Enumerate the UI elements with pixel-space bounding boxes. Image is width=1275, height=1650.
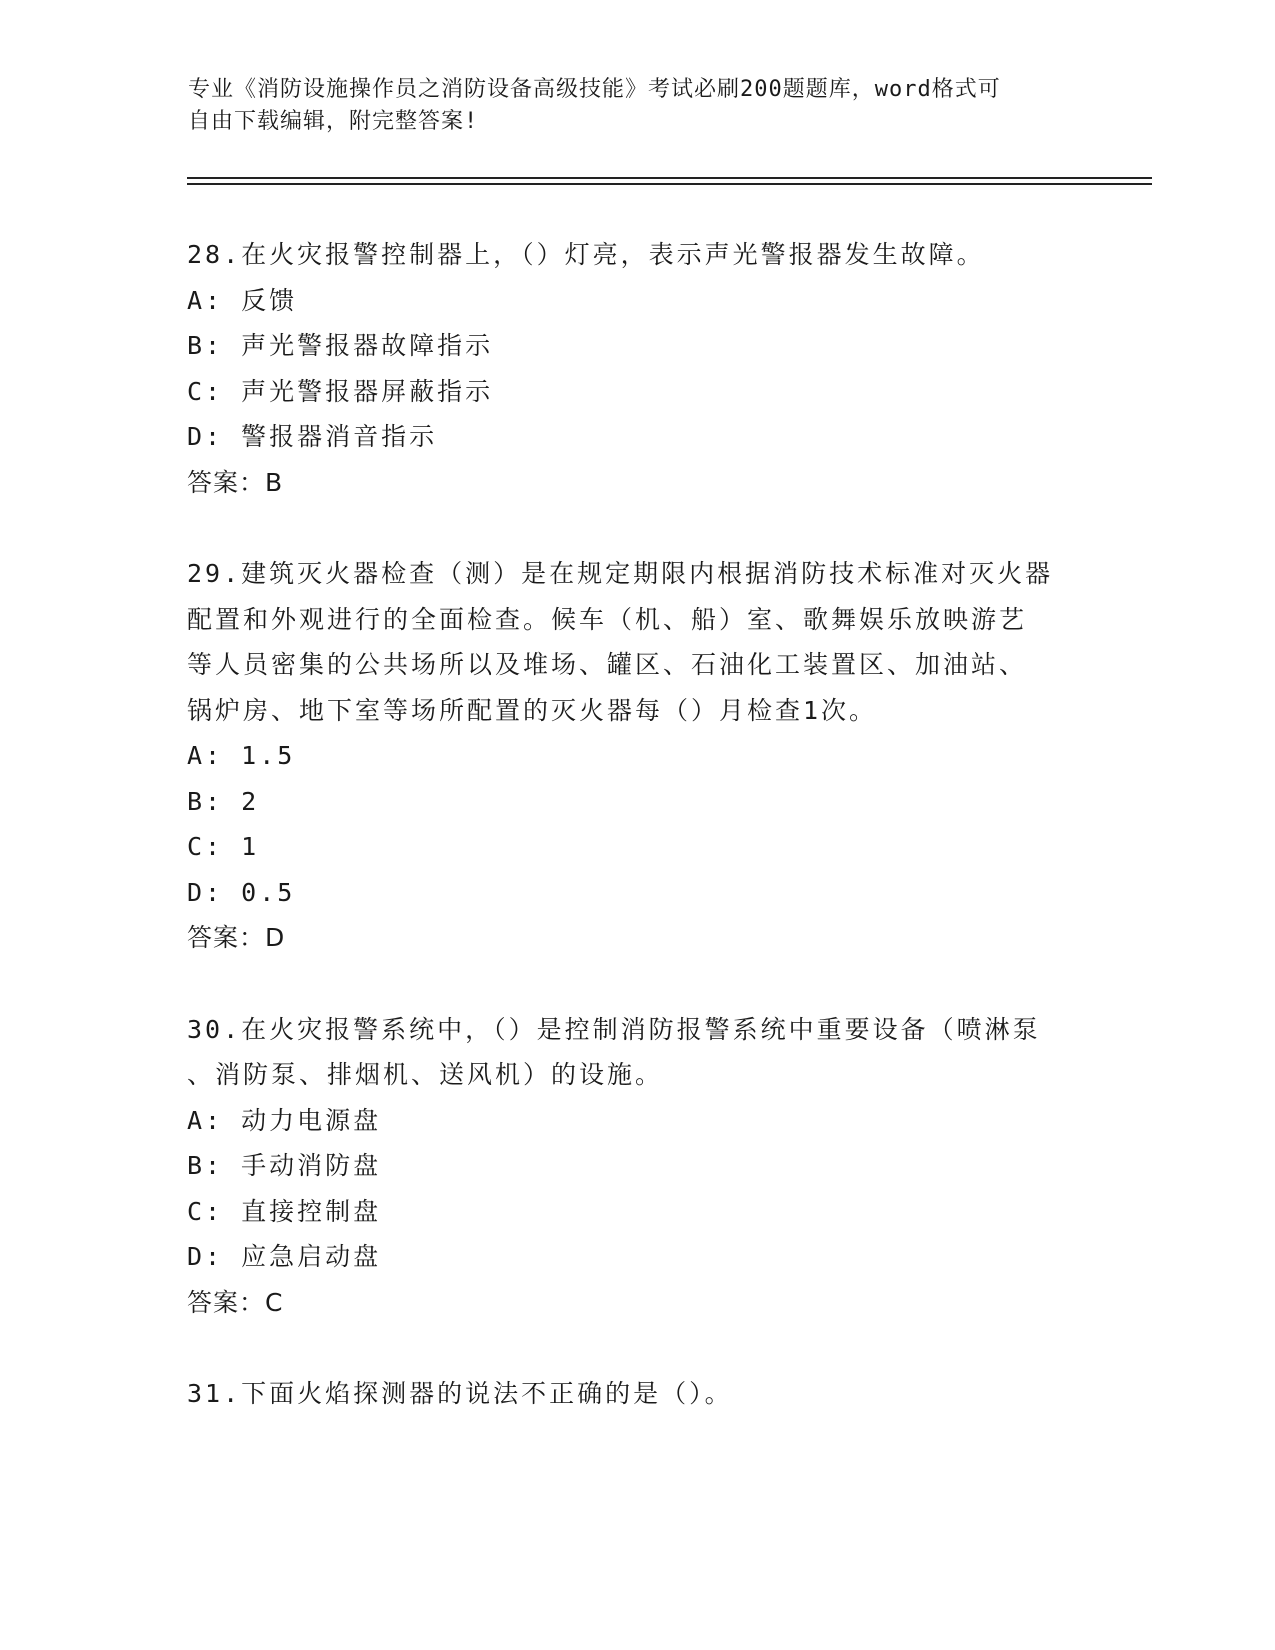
option-a: A: 1.5 [187, 741, 296, 770]
question-text: 29.建筑灭火器检查（测）是在规定期限内根据消防技术标准对灭火器 [187, 559, 1054, 588]
header-line-2: 自由下载编辑，附完整答案! [188, 109, 479, 134]
question-29 [187, 551, 1087, 961]
question-text: 锅炉房、地下室等场所配置的灭火器每（）月检查1次。 [187, 695, 878, 725]
option-c: C: 声光警报器屏蔽指示 [187, 376, 494, 406]
option-d: D: 0.5 [187, 877, 296, 907]
option-b: B: 手动消防盘 [187, 1151, 382, 1180]
question-text: 28.在火灾报警控制器上，（）灯亮，表示声光警报器发生故障。 [187, 240, 985, 269]
question-text: 配置和外观进行的全面检查。候车（机、船）室、歌舞娱乐放映游艺 [187, 604, 1028, 634]
option-c: C: 直接控制盘 [187, 1196, 382, 1226]
option-a: A: 反馈 [187, 285, 298, 315]
header-line-1: 专业《消防设施操作员之消防设备高级技能》考试必刷200题题库，word格式可 [188, 77, 1001, 102]
option-b: B: 2 [187, 786, 260, 816]
option-d: D: 警报器消音指示 [187, 422, 438, 451]
question-text: 30.在火灾报警系统中，（）是控制消防报警系统中重要设备（喷淋泵 [187, 1014, 1041, 1044]
question-text: 等人员密集的公共场所以及堆场、罐区、石油化工装置区、加油站、 [187, 650, 1028, 679]
document-header [188, 74, 1068, 138]
header-rule-top [187, 177, 1152, 179]
option-b: B: 声光警报器故障指示 [187, 331, 494, 360]
question-text: 、消防泵、排烟机、送风机）的设施。 [187, 1060, 664, 1089]
question-28 [187, 232, 1087, 505]
answer-label: 答案：C [187, 1287, 284, 1317]
question-31 [187, 1371, 1087, 1417]
question-list [187, 232, 1087, 1463]
option-d: D: 应急启动盘 [187, 1242, 382, 1271]
header-rule-bottom [187, 183, 1152, 185]
option-a: A: 动力电源盘 [187, 1105, 382, 1135]
answer-label: 答案：B [187, 467, 284, 497]
question-30 [187, 1007, 1087, 1326]
option-c: C: 1 [187, 832, 260, 861]
answer-label: 答案：D [187, 923, 286, 952]
question-text: 31.下面火焰探测器的说法不正确的是（）。 [187, 1379, 733, 1408]
